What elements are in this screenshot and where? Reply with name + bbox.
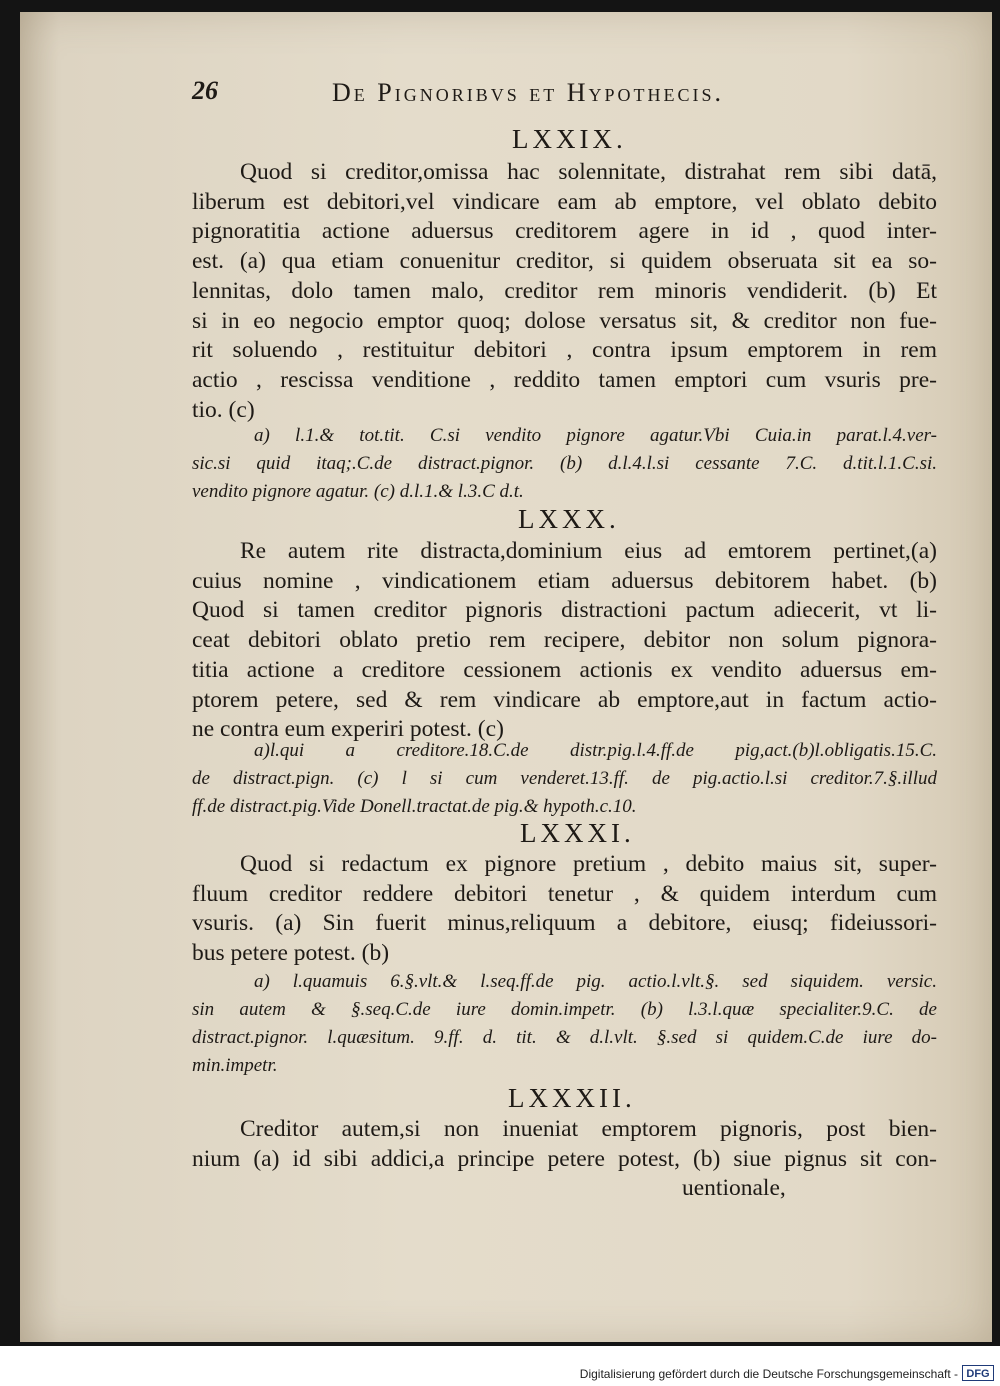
text-line: Creditor autem,si non inueniat emptorem pignoris, post bien- — [240, 1116, 937, 1142]
text-line: ceat debitori oblato pretio rem recipere, debitor non solum pignora- — [192, 627, 937, 654]
section-notes — [192, 422, 937, 506]
text-line: titia actione a creditore cessionem actionis ex vendito aduersus em- — [192, 656, 937, 683]
section-body — [192, 1115, 937, 1204]
text-line: cuius nomine , vindicationem etiam aduersus debitorem habet. (b) — [192, 567, 937, 594]
text-line: vsuris. (a) Sin fuerit minus,reliquum a debitore, eiusq; fideiussori- — [192, 910, 937, 937]
section-number: LXXIX. — [512, 124, 627, 154]
text-line: Quod si creditor,omissa hac solennitate, distrahat rem sibi datā, — [240, 159, 937, 185]
text-line: actio , rescissa venditione , reddito tamen emptori cum vsuris pre- — [192, 366, 937, 393]
note-line: a)l.qui a creditore.18.C.de distr.pig.l.4.ff.de pig,act.(b)l.obligatis.15.C. — [254, 740, 937, 761]
section-number: LXXX. — [518, 504, 620, 534]
note-line: distract.pignor. l.quæsitum. 9.ff. d. tit. & d.l.vlt. §.sed si quidem.C.de iure do- — [192, 1027, 937, 1048]
page-number: 26 — [192, 76, 218, 105]
section-notes — [192, 737, 937, 821]
text-line: est. (a) qua etiam conuenitur creditor, si quidem obseruata sit ea so- — [192, 248, 937, 275]
note-line: sin autem & §.seq.C.de iure domin.impetr. (b) l.3.l.quæ specialiter.9.C. de — [192, 999, 937, 1020]
section-notes — [192, 968, 937, 1080]
digitization-footer — [0, 1346, 1000, 1386]
text-line: liberum est debitori,vel vindicare eam ab emptore, vel oblato debito — [192, 188, 937, 215]
dfg-logo: DFG — [962, 1365, 994, 1381]
text-line: pignoratitia actione aduersus creditorem agere in id , quod inter- — [192, 218, 937, 245]
text-line: ptorem petere, sed & rem vindicare ab emptore,aut in factum actio- — [192, 686, 937, 713]
note-line: de distract.pign. (c) l si cum venderet.13.ff. de pig.actio.l.si creditor.7.§.illud — [192, 768, 937, 789]
funding-credit: Digitalisierung gefördert durch die Deutsche Forschungsgemeinschaft - — [579, 1367, 958, 1381]
note-line: min.impetr. — [192, 1055, 278, 1076]
text-line: lennitas, dolo tamen malo, creditor rem minoris vendiderit. (b) Et — [192, 277, 937, 304]
text-line: Re autem rite distracta,dominium eius ad emtorem pertinet,(a) — [240, 538, 937, 564]
text-line: nium (a) id sibi addici,a principe petere potest, (b) siue pignus sit con- — [192, 1145, 937, 1172]
text-line: bus petere potest. (b) — [192, 940, 390, 967]
note-line: a) l.quamuis 6.§.vlt.& l.seq.ff.de pig. actio.l.vlt.§. sed siquidem. versic. — [254, 971, 937, 992]
text-line: tio. (c) — [192, 396, 255, 423]
text-line: ne contra eum experiri potest. (c) — [192, 716, 504, 743]
text-line: fluum creditor reddere debitori tenetur , & quidem interdum cum — [192, 880, 937, 907]
section-body — [192, 850, 937, 969]
text-line: Quod si tamen creditor pignoris distractioni pactum adiecerit, vt li- — [192, 597, 937, 624]
note-line: vendito pignore agatur. (c) d.l.1.& l.3.C d.t. — [192, 481, 524, 502]
section-number: LXXXII. — [508, 1083, 636, 1113]
running-title: De Pignoribvs et Hypothecis. — [332, 78, 725, 107]
note-line: sic.si quid itaq;.C.de distract.pignor. (b) d.l.4.l.si cessante 7.C. d.tit.l.1.C.si. — [192, 453, 937, 474]
section-number: LXXXI. — [520, 818, 635, 848]
running-head — [192, 72, 842, 112]
text-line: Quod si redactum ex pignore pretium , debito maius sit, super- — [240, 851, 937, 877]
text-line: rit soluendo , restituitur debitori , contra ipsum emptorem in rem — [192, 337, 937, 364]
text-line: si in eo negocio emptor quoq; dolose versatus sit, & creditor non fue- — [192, 307, 937, 334]
section-body — [192, 158, 937, 425]
note-line: a) l.1.& tot.tit. C.si vendito pignore agatur.Vbi Cuia.in parat.l.4.ver- — [254, 425, 937, 446]
section-body — [192, 537, 937, 745]
catchword: uentionale, — [682, 1175, 786, 1202]
note-line: ff.de distract.pig.Vide Donell.tractat.de pig.& hypoth.c.10. — [192, 796, 637, 817]
